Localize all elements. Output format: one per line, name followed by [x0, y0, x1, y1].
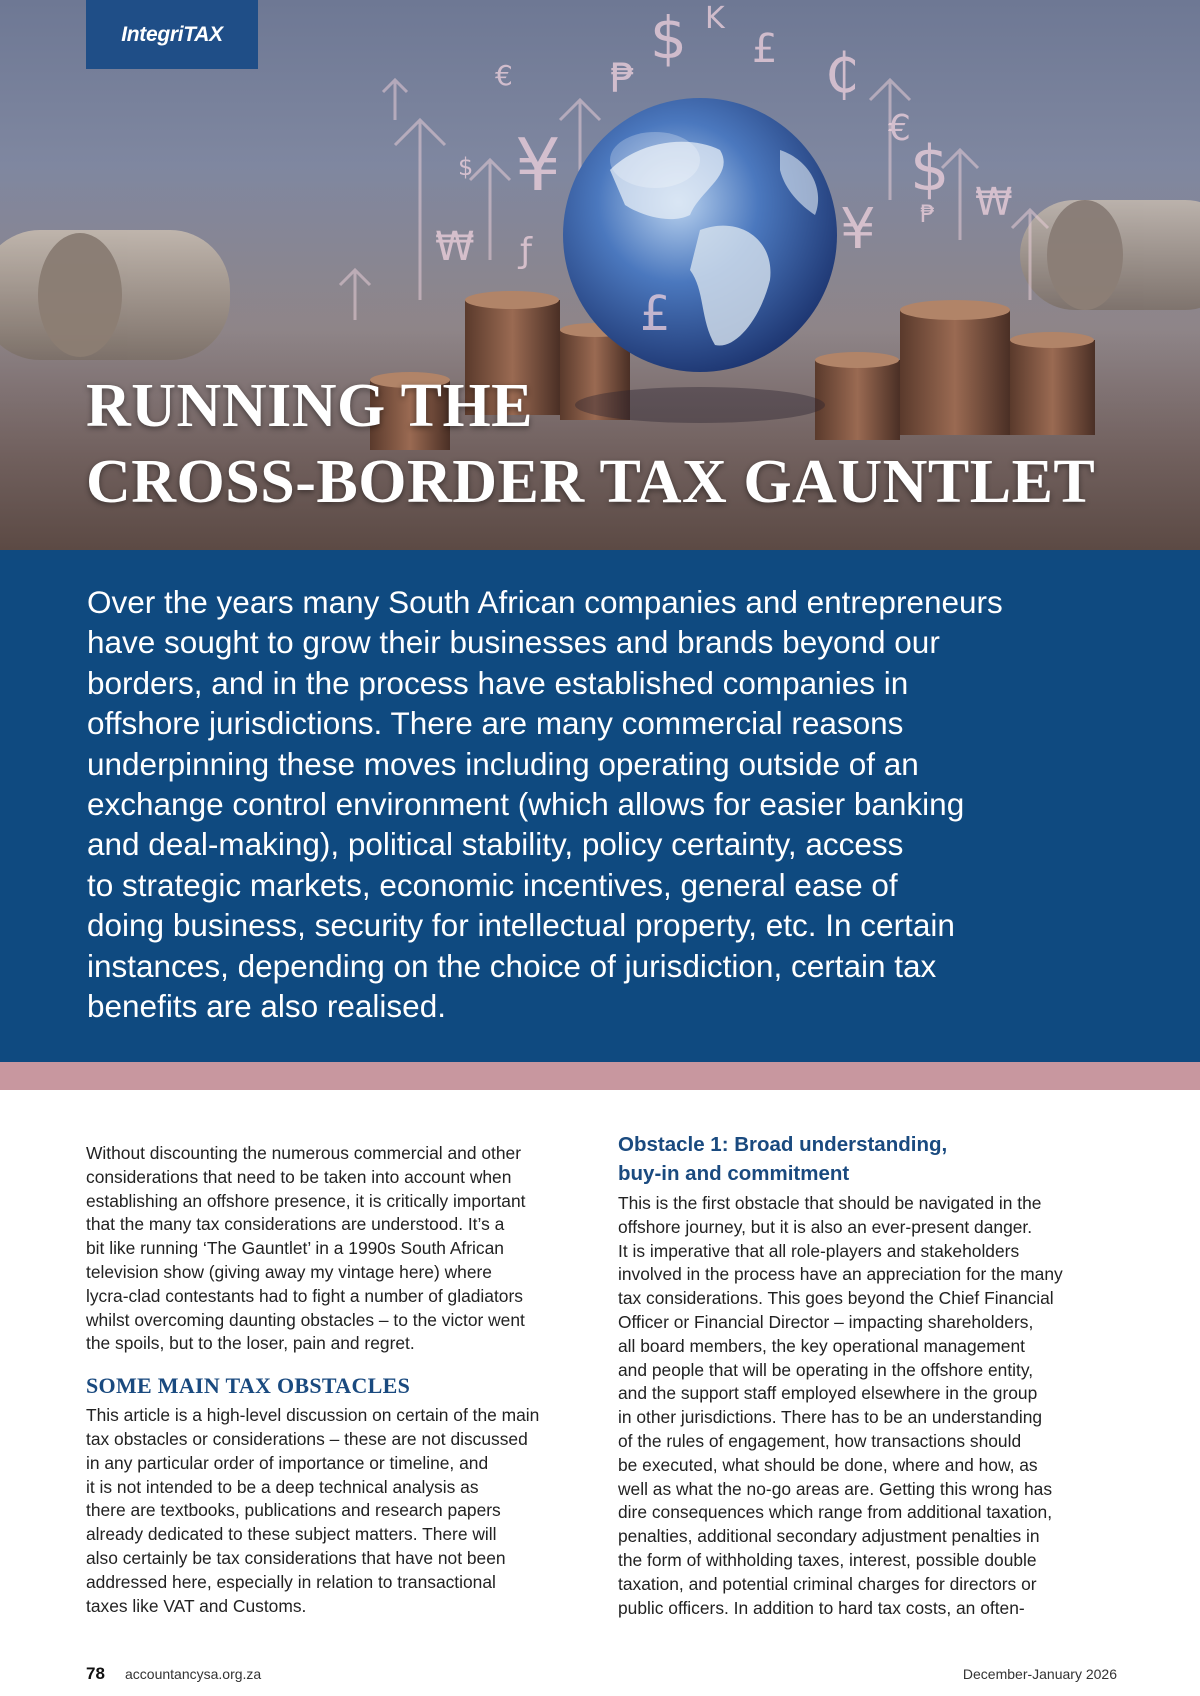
svg-text:K: K: [705, 1, 725, 36]
intro-line: Over the years many South African companies and entrepreneurs: [87, 584, 1003, 620]
body-line: Officer or Financial Director – impacting shareholders,: [618, 1311, 1034, 1332]
body-line: well as what the no-go areas are. Getting this wrong has: [618, 1478, 1053, 1499]
svg-text:€: €: [495, 59, 513, 92]
body-line: This is the first obstacle that should be navigated in the: [618, 1193, 1042, 1213]
body-line: television show (giving away my vintage here) where: [86, 1261, 492, 1282]
body-line: taxes like VAT and Customs.: [86, 1595, 307, 1616]
svg-text:$: $: [458, 153, 474, 181]
body-line: penalties, additional secondary adjustment penalties in: [618, 1526, 1040, 1547]
body-line: Without discounting the numerous commercial and other: [86, 1143, 521, 1163]
body-line: taxation, and potential criminal charges for directors or: [618, 1573, 1037, 1594]
svg-text:¥: ¥: [840, 197, 876, 262]
site-url: accountancysa.org.za: [125, 1666, 262, 1682]
body-paragraph: [86, 1142, 596, 1356]
body-line: addressed here, especially in relation to transactional: [86, 1571, 496, 1592]
intro-line: instances, depending on the choice of jurisdiction, certain tax: [87, 947, 937, 984]
body-line: all board members, the key operational management: [618, 1335, 1025, 1356]
body-line: tax considerations. This goes beyond the Chief Financial: [618, 1288, 1054, 1309]
brand-logo: [86, 0, 258, 69]
svg-text:£: £: [752, 26, 778, 72]
obstacle-heading: [618, 1131, 1128, 1188]
article-headline: [86, 368, 1095, 520]
hero-image: [0, 0, 1200, 550]
page-number: 78: [86, 1664, 105, 1683]
body-line: lycra-clad contestants had to fight a number of gladiators: [86, 1285, 523, 1306]
svg-text:€: €: [888, 108, 911, 149]
body-paragraph: [86, 1404, 596, 1618]
intro-line: offshore jurisdictions. There are many commercial reasons: [87, 705, 904, 742]
intro-line: borders, and in the process have established companies in: [87, 664, 909, 701]
headline-line-2: CROSS-BORDER TAX GAUNTLET: [86, 448, 1096, 516]
body-line: tax obstacles or considerations – these are not discussed: [86, 1428, 528, 1449]
divider-stripe: [0, 1062, 1200, 1090]
issue-date: December-January 2026: [962, 1666, 1117, 1682]
section-heading: SOME MAIN TAX OBSTACLES: [86, 1373, 411, 1399]
body-line: it is not intended to be a deep technical analysis as: [86, 1476, 479, 1497]
body-line: considerations that need to be taken into account when: [86, 1166, 512, 1187]
body-line: and the support staff employed elsewhere in the group: [618, 1383, 1038, 1404]
body-line: dire consequences which range from additional taxation,: [618, 1502, 1053, 1523]
svg-text:₱: ₱: [920, 200, 936, 228]
body-line: the spoils, but to the loser, pain and regret.: [86, 1333, 415, 1354]
intro-panel: [0, 550, 1200, 1062]
body-line: public officers. In addition to hard tax costs, an often-: [618, 1597, 1025, 1618]
body-line: already dedicated to these subject matters. There will: [86, 1524, 497, 1545]
body-line: whilst overcoming daunting obstacles – to the victor went: [86, 1309, 525, 1330]
svg-text:£: £: [640, 286, 671, 342]
body-line: be executed, what should be done, where and how, as: [618, 1454, 1038, 1475]
svg-text:₱: ₱: [610, 56, 636, 102]
svg-text:$: $: [650, 4, 687, 72]
intro-paragraph: [87, 582, 1127, 1026]
svg-text:$: $: [910, 132, 950, 205]
body-line: bit like running ‘The Gauntlet’ in a 1990s South African: [86, 1238, 504, 1259]
obstacle-heading-line-2: buy-in and commitment: [618, 1161, 850, 1185]
svg-text:₩: ₩: [435, 224, 475, 270]
money-roll-left: [0, 230, 230, 360]
intro-line: benefits are also realised.: [87, 988, 446, 1025]
right-column: [618, 1131, 1128, 1620]
body-line: This article is a high-level discussion on certain of the main: [86, 1405, 540, 1426]
body-line: the form of withholding taxes, interest, possible double: [618, 1549, 1037, 1570]
body-line: that the many tax considerations are understood. It’s a: [86, 1214, 505, 1235]
money-roll-right: [1020, 200, 1200, 310]
body-line: It is imperative that all role-players and stakeholders: [618, 1240, 1020, 1261]
intro-line: and deal-making), political stability, policy certainty, access: [87, 826, 904, 863]
brand-logo-text: IntegriTAX: [121, 22, 223, 46]
intro-line: underpinning these moves including operating outside of an: [87, 745, 919, 782]
headline-line-1: RUNNING THE: [86, 372, 534, 440]
intro-line: doing business, security for intellectual property, etc. In certain: [87, 907, 955, 944]
body-line: and people that will be operating in the offshore entity,: [618, 1359, 1034, 1380]
body-line: in other jurisdictions. There has to be an understanding: [618, 1407, 1043, 1428]
body-line: establishing an offshore presence, it is critically important: [86, 1190, 526, 1211]
intro-line: have sought to grow their businesses and brands beyond our: [87, 624, 940, 661]
svg-text:¥: ¥: [515, 123, 561, 207]
intro-line: to strategic markets, economic incentives, general ease of: [87, 866, 898, 903]
body-line: there are textbooks, publications and research papers: [86, 1500, 501, 1521]
body-line: offshore journey, but it is also an ever-present danger.: [618, 1216, 1033, 1237]
svg-text:₩: ₩: [975, 180, 1013, 224]
svg-text:ƒ: ƒ: [520, 231, 532, 271]
intro-line: exchange control environment (which allows for easier banking: [87, 786, 965, 823]
page-footer: [0, 1664, 1200, 1688]
svg-text:₵: ₵: [825, 42, 860, 105]
body-line: also certainly be tax considerations that have not been: [86, 1547, 506, 1568]
body-line: involved in the process have an appreciation for the many: [618, 1264, 1063, 1285]
left-column: [86, 1142, 596, 1618]
obstacle-heading-line-1: Obstacle 1: Broad understanding,: [618, 1133, 948, 1156]
body-line: of the rules of engagement, how transactions should: [618, 1430, 1022, 1451]
body-line: in any particular order of importance or timeline, and: [86, 1452, 489, 1473]
body-paragraph: [618, 1192, 1128, 1620]
